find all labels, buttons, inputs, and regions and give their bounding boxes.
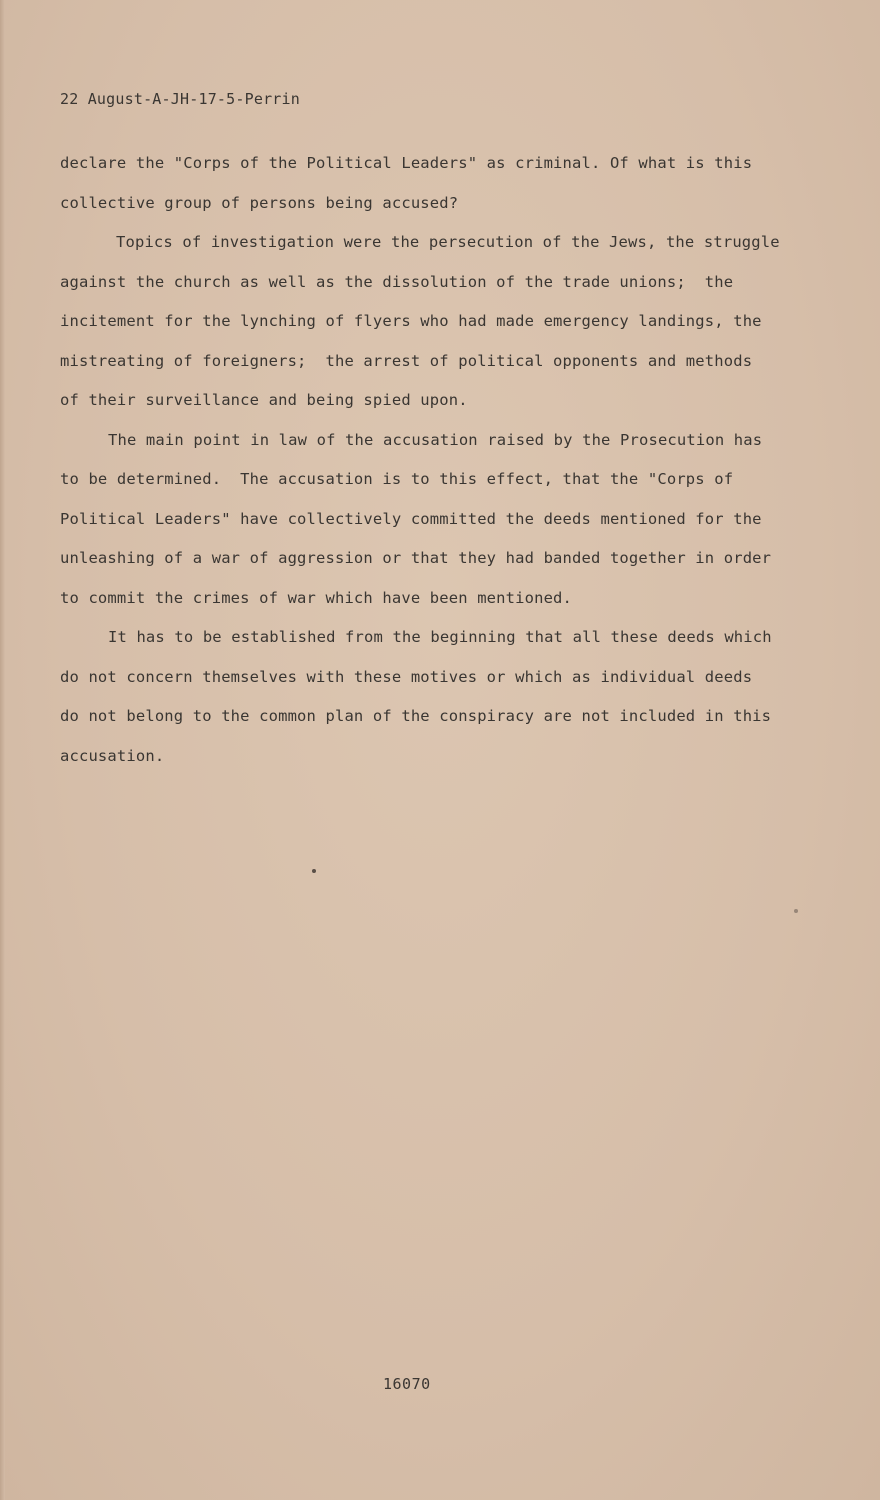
body-line: mistreating of foreigners; the arrest of political opponents and methods (60, 351, 753, 370)
body-line: do not concern themselves with these motives or which as individual deeds (60, 667, 753, 686)
body-line: unleashing of a war of aggression or that they had banded together in order (60, 549, 772, 567)
body-line: Political Leaders" have collectively committed the deeds mentioned for the (60, 509, 762, 528)
body-line: accusation. (60, 746, 165, 765)
body-line: The main point in law of the accusation raised by the Prosecution has (108, 430, 763, 449)
body-line: against the church as well as the dissolution of the trade unions; the (60, 272, 734, 291)
body-line: to be determined. The accusation is to this effect, that the "Corps of (60, 470, 734, 488)
paper-speck (794, 909, 798, 913)
body-line: to commit the crimes of war which have been mentioned. (60, 588, 573, 607)
paper-edge (0, 0, 5, 1500)
page-number: 16070 (383, 1375, 431, 1393)
body-line: Topics of investigation were the persecution of the Jews, the struggle (116, 233, 780, 251)
document-reference: 22 August-A-JH-17-5-Perrin (60, 90, 300, 108)
body-line: of their surveillance and being spied upon. (60, 391, 468, 409)
body-line: do not belong to the common plan of the conspiracy are not included in this (60, 707, 772, 725)
body-line: incitement for the lynching of flyers who had made emergency landings, the (60, 312, 762, 330)
document-body (60, 148, 800, 780)
paper-speck (312, 869, 316, 873)
body-line: It has to be established from the beginning that all these deeds which (108, 628, 772, 646)
body-line: collective group of persons being accused? (60, 193, 459, 212)
body-line: declare the "Corps of the Political Leaders" as criminal. Of what is this (60, 154, 753, 172)
